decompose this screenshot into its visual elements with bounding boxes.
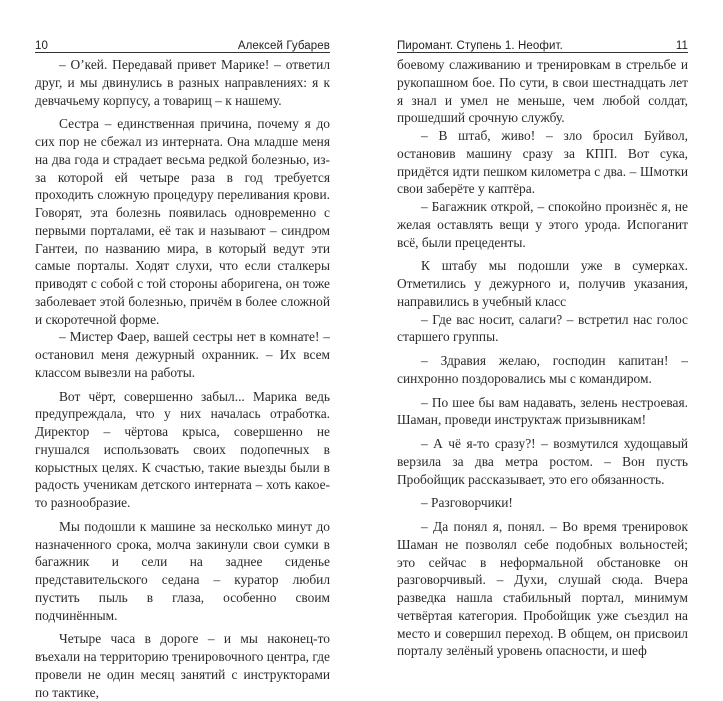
paragraph: Четыре часа в дороге – и мы наконец-то въехали на территорию тренировочного центра, где провели не один месяц занятий с инструкторами по тактике, xyxy=(35,631,330,700)
paragraph: – Здравия желаю, господин капитан! – синхронно поздоровались мы с командиром. xyxy=(397,353,688,386)
right-page xyxy=(362,0,723,659)
page-number: 10 xyxy=(35,40,48,52)
paragraph: Вот чёрт, совершенно забыл... Марика ведь предупреждала, что у них началась отработка. Директор – чёртова крыса, совершенно не гнушался использовать своих подопечных в корыстных целях. К счастью, такие выезды были в радость ученикам детского интерната – хоть какое-то разнообразие. xyxy=(35,388,330,510)
left-page xyxy=(0,0,362,700)
paragraph: – По шее бы вам надавать, зелень нестроевая. Шаман, проведи инструктаж призывникам! xyxy=(397,394,688,428)
paragraph: – В штаб, живо! – зло бросил Буйвол, остановив машину сразу за КПП. Вот сука, придётся идти пешком километра с два. – Шмотки свои заберёте у каптёра. xyxy=(397,128,688,197)
paragraph: Мы подошли к машине за несколько минут до назначенного срока, молча закинули свои сумки в багажник и сели на заднее сиденье представительского седана – куратор любил пустить пыль в глаза, особенно своим подчинённым. xyxy=(35,518,330,623)
page-body xyxy=(35,56,330,701)
paragraph: – Разговорчики! xyxy=(421,495,513,511)
page-header xyxy=(397,34,688,52)
header-rule xyxy=(397,52,688,53)
page-header xyxy=(35,34,330,52)
page-body xyxy=(397,56,688,660)
paragraph: – Багажник открой, – спокойно произнёс я, не желая оставлять вещи у этого урода. Испоганит всё, были прецеденты. xyxy=(397,199,688,250)
header-rule xyxy=(35,52,330,53)
paragraph: боевому слаживанию и тренировкам в стрельбе и рукопашном бое. По сути, в свои шестнадцать лет я знал и умел не меньше, чем любой солдат, прошедший срочную службу. xyxy=(397,57,688,126)
paragraph: Сестра – единственная причина, почему я до сих пор не сбежал из интерната. Она младше меня на два года и страдает весьма редкой болезнью, из-за которой ей четыре раза в год требуется проходить сложную процедуру переливания крови. Говорят, эта болезнь появилась одновременно с первыми порталами, её так и называют – синдром Гантеи, по названию мира, в который ведут эти самые порталы. Ходят слухи, что если сталкеры приводят с собой с той стороны аборигена, он тоже заболевает этой болезнью, причём в более сложной и скоротечной форме. xyxy=(35,116,330,327)
running-header-title: Пиромант. Ступень 1. Неофит. xyxy=(397,40,563,52)
paragraph: – О’кей. Передавай привет Марике! – ответил друг, и мы двинулись в разных направлениях: я к девчачьему корпусу, а товарищ – к нашему. xyxy=(35,57,330,108)
paragraph: – Мистер Фаер, вашей сестры нет в комнате! – остановил меня дежурный охранник. – Их всем классом вывезли на работы. xyxy=(35,329,330,380)
paragraph: – Где вас носит, салаги? – встретил нас голос старшего группы. xyxy=(397,311,688,345)
page-number: 11 xyxy=(675,40,688,52)
paragraph: – Да понял я, понял. – Во время тренировок Шаман не позволял себе подобных вольностей; это сейчас в неформальной обстановке он разговорчивый. – Духи, слушай сюда. Вчера разведка нашла стабильный портал, минимум четвёртая категория. Пробойщик уже съездил на место и совершил переход. В общем, он присвоил порталу зелёный уровень опасности, и шеф xyxy=(397,519,688,659)
paragraph: К штабу мы подошли уже в сумерках. Отметились у дежурного и, получив указания, направились в учебный класс xyxy=(397,258,688,309)
running-header-author: Алексей Губарев xyxy=(237,40,330,52)
paragraph: – А чё я-то сразу?! – возмутился худощавый верзила за два метра ростом. – Вон пусть Пробойщик рассказывает, это его обязанность. xyxy=(397,436,688,487)
